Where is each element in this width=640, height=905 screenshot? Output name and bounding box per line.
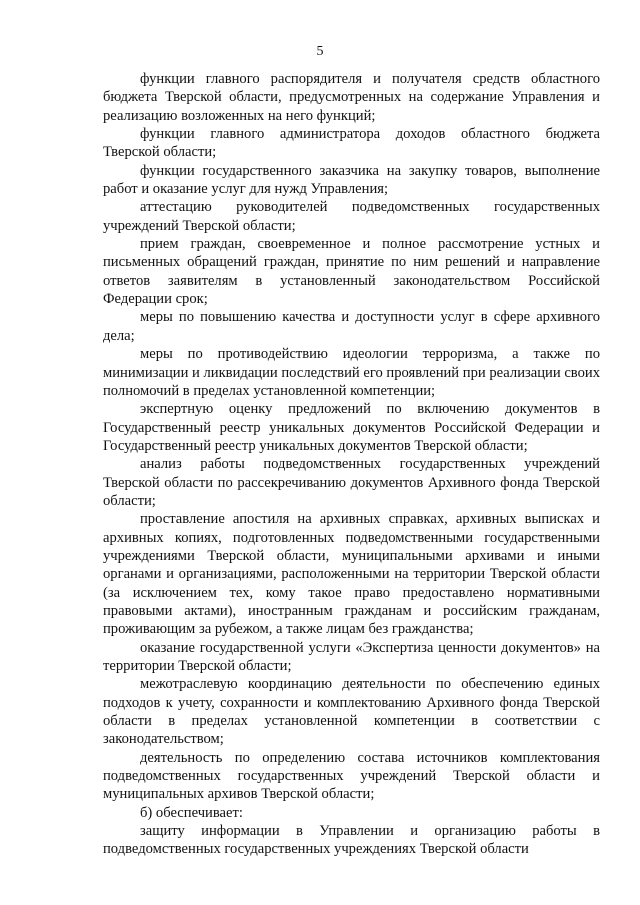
paragraph-certification: аттестацию руководителей подведомственных государственных учреждений Тверской области; bbox=[103, 199, 600, 234]
document-body bbox=[103, 70, 600, 859]
paragraph-apostille: проставление апостиля на архивных справках, архивных выписках и архивных копиях, подготовленных подведомственными государственными учреждениями Тверской области, муниципальными архивами и иными органами и организациями, расположенными на территории Тверской области (за исключением тех, кому такое право предоставлено нормативными правовыми актами), иностранным гражданам и российским гражданам, проживающим за рубежом, а также лицам без гражданства; bbox=[103, 511, 600, 638]
paragraph-expert-evaluation: экспертную оценку предложений по включению документов в Государственный реестр уникальных документов Российской Федерации и Государственный реестр уникальных документов Тверской области; bbox=[103, 401, 600, 454]
paragraph-state-customer: функции государственного заказчика на закупку товаров, выполнение работ и оказание услуг для нужд Управления; bbox=[103, 162, 600, 198]
paragraph-coordination: межотраслевую координацию деятельности по обеспечению единых подходов к учету, сохранности и комплектованию Архивного фонда Тверской области в пределах установленной компетенции в соответствии с законодательством; bbox=[103, 676, 600, 748]
paragraph-service-quality: меры по повышению качества и доступности услуг в сфере архивного дела; bbox=[103, 309, 600, 344]
paragraph-acquisition-sources: деятельность по определению состава источников комплектования подведомственных государственных учреждений Тверской области и муниципальных архивов Тверской области; bbox=[103, 749, 600, 803]
paragraph-budget-functions: функции главного распорядителя и получателя средств областного бюджета Тверской области, предусмотренных на содержание Управления и реализацию возложенных на него функций; bbox=[103, 71, 600, 124]
paragraph-information-protection: защиту информации в Управлении и организацию работы в подведомственных государственных учреждениях Тверской области bbox=[103, 823, 600, 858]
paragraph-section-b: б) обеспечивает: bbox=[140, 804, 243, 821]
paragraph-declassification: анализ работы подведомственных государственных учреждений Тверской области по рассекречиванию документов Архивного фонда Тверской области; bbox=[103, 456, 600, 509]
page-number: 5 bbox=[316, 44, 324, 59]
paragraph-expertise-service: оказание государственной услуги «Экспертиза ценности документов» на территории Тверской области; bbox=[103, 639, 600, 674]
paragraph-revenue-administrator: функции главного администратора доходов областного бюджета Тверской области; bbox=[103, 126, 600, 161]
paragraph-citizen-appeals: прием граждан, своевременное и полное рассмотрение устных и письменных обращений граждан, принятие по ним решений и направление ответов заявителям в установленный законодательством Российской Федерации срок; bbox=[103, 236, 600, 308]
paragraph-counter-terrorism: меры по противодействию идеологии терроризма, а также по минимизации и ликвидации последствий его проявлений при реализации своих полномочий в пределах установленной компетенции; bbox=[103, 346, 600, 399]
